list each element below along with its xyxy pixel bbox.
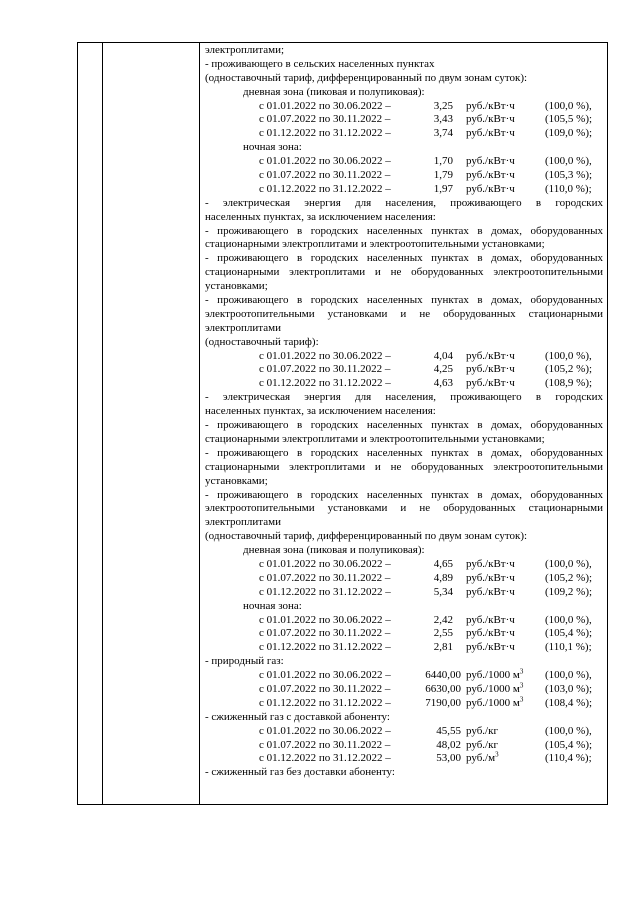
rate-value: 2,42 bbox=[433, 613, 453, 626]
text-line: электроплитами; bbox=[205, 44, 285, 56]
rate-percent: (105,3 %); bbox=[545, 169, 593, 182]
rate-percent: (100,0 %), bbox=[545, 669, 592, 682]
rate-group bbox=[205, 558, 603, 600]
rate-value: 53,00 bbox=[436, 752, 461, 765]
rate-row bbox=[205, 183, 603, 197]
zone-heading: дневная зона (пиковая и полупиковая): bbox=[243, 85, 425, 98]
rate-unit-text: руб./кВт·ч bbox=[466, 585, 515, 598]
rate-period: с 01.07.2022 по 30.11.2022 – bbox=[259, 627, 391, 640]
rate-unit bbox=[466, 155, 515, 169]
rate-value: 6440,00 bbox=[425, 669, 461, 682]
rate-period: с 01.01.2022 по 30.06.2022 – bbox=[259, 557, 391, 570]
rate-unit bbox=[466, 586, 515, 600]
rate-unit-text: руб./кВт·ч bbox=[466, 613, 515, 626]
text-line: - проживающего в городских населенных пунктах в домах, оборудованных bbox=[205, 446, 603, 459]
rate-value: 4,89 bbox=[433, 571, 453, 584]
rate-row bbox=[205, 169, 603, 183]
text-line: - природный газ: bbox=[205, 655, 284, 668]
rate-unit-text: руб./кВт·ч bbox=[466, 99, 515, 112]
rate-unit bbox=[466, 641, 515, 655]
rate-unit-text: руб./1000 м bbox=[466, 682, 520, 695]
rate-value: 5,34 bbox=[433, 585, 453, 598]
rate-unit bbox=[466, 683, 523, 697]
rate-unit-text: руб./кВт·ч bbox=[466, 182, 515, 195]
text-line: - электрическая энергия для населения, проживающего в городских bbox=[205, 391, 603, 404]
text-line: электроотопительными установками и не оборудованных стационарными bbox=[205, 307, 603, 320]
rate-value: 2,81 bbox=[433, 641, 453, 654]
rate-period: с 01.07.2022 по 30.11.2022 – bbox=[259, 363, 391, 376]
rate-row bbox=[205, 558, 603, 572]
rate-period: с 01.12.2022 по 31.12.2022 – bbox=[259, 585, 391, 598]
rate-value: 1,79 bbox=[433, 169, 453, 182]
text-line: установками; bbox=[205, 474, 268, 487]
rate-period: с 01.12.2022 по 31.12.2022 – bbox=[259, 696, 391, 709]
rate-unit-text: руб./кВт·ч bbox=[466, 377, 515, 390]
rate-row bbox=[205, 572, 603, 586]
rate-unit-text: руб./кВт·ч bbox=[466, 363, 515, 376]
text-line: - проживающего в городских населенных пунктах в домах, оборудованных bbox=[205, 488, 603, 501]
unit-superscript: 3 bbox=[519, 667, 524, 676]
text-line: населенных пунктах, за исключением населения: bbox=[205, 210, 436, 223]
rate-percent: (105,2 %); bbox=[545, 571, 593, 584]
rate-percent: (105,5 %); bbox=[545, 113, 593, 126]
rate-period: с 01.07.2022 по 30.11.2022 – bbox=[259, 113, 391, 126]
rate-row bbox=[205, 127, 603, 141]
rate-unit bbox=[466, 558, 515, 572]
rate-row bbox=[205, 100, 603, 114]
rate-value: 6630,00 bbox=[425, 682, 461, 695]
rate-period: с 01.01.2022 по 30.06.2022 – bbox=[259, 724, 391, 737]
text-line: стационарными электроплитами и не оборудованных электроотопительными bbox=[205, 266, 603, 279]
rate-row bbox=[205, 350, 603, 364]
rate-row bbox=[205, 683, 603, 697]
rate-row bbox=[205, 641, 603, 655]
rate-value: 4,63 bbox=[433, 377, 453, 390]
text-line: - проживающего в сельских населенных пунктах bbox=[205, 57, 435, 70]
text-line: - проживающего в городских населенных пунктах в домах, оборудованных bbox=[205, 224, 603, 237]
rate-unit-text: руб./кВт·ч bbox=[466, 169, 515, 182]
rate-percent: (100,0 %), bbox=[545, 349, 592, 362]
rate-percent: (105,2 %); bbox=[545, 363, 593, 376]
rate-value: 7190,00 bbox=[425, 696, 461, 709]
rate-unit bbox=[466, 697, 523, 711]
column-divider bbox=[199, 43, 200, 804]
rate-percent: (109,2 %); bbox=[545, 585, 593, 598]
zone-heading: ночная зона: bbox=[243, 599, 302, 612]
rate-percent: (103,0 %); bbox=[545, 682, 593, 695]
rate-unit bbox=[466, 183, 515, 197]
rate-percent: (109,0 %); bbox=[545, 127, 593, 140]
rate-unit bbox=[466, 127, 515, 141]
rate-row bbox=[205, 363, 603, 377]
rate-row bbox=[205, 627, 603, 641]
rate-period: с 01.12.2022 по 31.12.2022 – bbox=[259, 127, 391, 140]
rate-percent: (100,0 %), bbox=[545, 613, 592, 626]
rate-row bbox=[205, 586, 603, 600]
rate-group bbox=[205, 155, 603, 197]
text-line: - проживающего в городских населенных пунктах в домах, оборудованных bbox=[205, 252, 603, 265]
rate-period: с 01.01.2022 по 30.06.2022 – bbox=[259, 613, 391, 626]
rate-value: 4,04 bbox=[433, 349, 453, 362]
rate-row bbox=[205, 752, 603, 766]
rate-period: с 01.07.2022 по 30.11.2022 – bbox=[259, 738, 391, 751]
text-line: - электрическая энергия для населения, проживающего в городских bbox=[205, 196, 603, 209]
rate-unit-text: руб./кВт·ч bbox=[466, 641, 515, 654]
rate-period: с 01.12.2022 по 31.12.2022 – bbox=[259, 641, 391, 654]
rate-unit-text: руб./1000 м bbox=[466, 696, 520, 709]
rate-period: с 01.01.2022 по 30.06.2022 – bbox=[259, 155, 391, 168]
rate-period: с 01.12.2022 по 31.12.2022 – bbox=[259, 377, 391, 390]
rate-group bbox=[205, 614, 603, 656]
rate-unit bbox=[466, 725, 498, 739]
rate-percent: (100,0 %), bbox=[545, 724, 592, 737]
rate-unit bbox=[466, 169, 515, 183]
unit-superscript: 3 bbox=[519, 681, 524, 690]
rate-row bbox=[205, 739, 603, 753]
tariff-text bbox=[205, 44, 603, 780]
rate-row bbox=[205, 113, 603, 127]
rate-percent: (100,0 %), bbox=[545, 99, 592, 112]
unit-superscript: 3 bbox=[519, 695, 524, 704]
rate-group bbox=[205, 100, 603, 142]
rate-period: с 01.07.2022 по 30.11.2022 – bbox=[259, 169, 391, 182]
rate-value: 45,55 bbox=[436, 724, 461, 737]
text-line: электроотопительными установками и не оборудованных стационарными bbox=[205, 502, 603, 515]
rate-group bbox=[205, 350, 603, 392]
text-line: установками; bbox=[205, 280, 268, 293]
rate-unit bbox=[466, 669, 523, 683]
rate-unit-text: руб./кВт·ч bbox=[466, 113, 515, 126]
rate-unit-text: руб./кВт·ч bbox=[466, 349, 515, 362]
rate-value: 3,74 bbox=[433, 127, 453, 140]
rate-value: 3,43 bbox=[433, 113, 453, 126]
rate-period: с 01.07.2022 по 30.11.2022 – bbox=[259, 571, 391, 584]
rate-period: с 01.07.2022 по 30.11.2022 – bbox=[259, 682, 391, 695]
rate-value: 3,25 bbox=[433, 99, 453, 112]
rate-unit bbox=[466, 377, 515, 391]
rate-period: с 01.12.2022 по 31.12.2022 – bbox=[259, 182, 391, 195]
text-line: - сжиженный газ с доставкой абоненту: bbox=[205, 710, 390, 723]
rate-percent: (108,4 %); bbox=[545, 696, 593, 709]
text-line: стационарными электроплитами и не оборудованных электроотопительными bbox=[205, 460, 603, 473]
text-line: - сжиженный газ без доставки абоненту: bbox=[205, 766, 395, 779]
rate-value: 4,65 bbox=[433, 557, 453, 570]
rate-group bbox=[205, 725, 603, 767]
rate-percent: (105,4 %); bbox=[545, 738, 593, 751]
rate-percent: (110,1 %); bbox=[545, 641, 592, 654]
rate-unit-text: руб./кВт·ч bbox=[466, 155, 515, 168]
rate-unit bbox=[466, 363, 515, 377]
rate-unit-text: руб./1000 м bbox=[466, 669, 520, 682]
rate-value: 1,97 bbox=[433, 182, 453, 195]
rate-period: с 01.01.2022 по 30.06.2022 – bbox=[259, 349, 391, 362]
rate-unit bbox=[466, 100, 515, 114]
rate-value: 4,25 bbox=[433, 363, 453, 376]
zone-heading: дневная зона (пиковая и полупиковая): bbox=[243, 544, 425, 557]
rate-unit-text: руб./кВт·ч bbox=[466, 557, 515, 570]
column-divider bbox=[102, 43, 103, 804]
text-line: (одноставочный тариф, дифференцированный по двум зонам суток): bbox=[205, 71, 528, 84]
rate-unit-text: руб./кг bbox=[466, 738, 498, 751]
rate-value: 1,70 bbox=[433, 155, 453, 168]
rate-percent: (100,0 %), bbox=[545, 557, 592, 570]
rate-percent: (108,9 %); bbox=[545, 377, 593, 390]
rate-percent: (100,0 %), bbox=[545, 155, 592, 168]
rate-unit-text: руб./кг bbox=[466, 724, 498, 737]
rate-percent: (110,0 %); bbox=[545, 182, 592, 195]
rate-percent: (110,4 %); bbox=[545, 752, 592, 765]
rate-unit bbox=[466, 627, 515, 641]
rate-group bbox=[205, 669, 603, 711]
text-line: - проживающего в городских населенных пунктах в домах, оборудованных bbox=[205, 419, 603, 432]
rate-period: с 01.01.2022 по 30.06.2022 – bbox=[259, 99, 391, 112]
rate-row bbox=[205, 155, 603, 169]
rate-row bbox=[205, 669, 603, 683]
rate-value: 2,55 bbox=[433, 627, 453, 640]
text-line: стационарными электроплитами и электроотопительными установками; bbox=[205, 238, 545, 251]
rate-unit bbox=[466, 614, 515, 628]
zone-heading: ночная зона: bbox=[243, 141, 302, 154]
text-line: (одноставочный тариф): bbox=[205, 335, 319, 348]
rate-row bbox=[205, 725, 603, 739]
rate-unit bbox=[466, 752, 499, 766]
rate-row bbox=[205, 377, 603, 391]
text-line: (одноставочный тариф, дифференцированный по двум зонам суток): bbox=[205, 530, 528, 543]
text-line: электроплитами bbox=[205, 321, 281, 334]
text-line: населенных пунктах, за исключением населения: bbox=[205, 405, 436, 418]
rate-period: с 01.01.2022 по 30.06.2022 – bbox=[259, 669, 391, 682]
rate-unit-text: руб./м bbox=[466, 752, 496, 765]
rate-unit bbox=[466, 739, 498, 753]
text-line: электроплитами bbox=[205, 516, 281, 529]
rate-row bbox=[205, 614, 603, 628]
rate-value: 48,02 bbox=[436, 738, 461, 751]
text-line: стационарными электроплитами и электроотопительными установками; bbox=[205, 432, 545, 445]
rate-percent: (105,4 %); bbox=[545, 627, 593, 640]
rate-unit bbox=[466, 113, 515, 127]
rate-row bbox=[205, 697, 603, 711]
rate-unit bbox=[466, 350, 515, 364]
rate-unit-text: руб./кВт·ч bbox=[466, 571, 515, 584]
rate-unit-text: руб./кВт·ч bbox=[466, 127, 515, 140]
rate-period: с 01.12.2022 по 31.12.2022 – bbox=[259, 752, 391, 765]
rate-unit bbox=[466, 572, 515, 586]
rate-unit-text: руб./кВт·ч bbox=[466, 627, 515, 640]
unit-superscript: 3 bbox=[495, 750, 499, 759]
text-line: - проживающего в городских населенных пунктах в домах, оборудованных bbox=[205, 294, 603, 307]
